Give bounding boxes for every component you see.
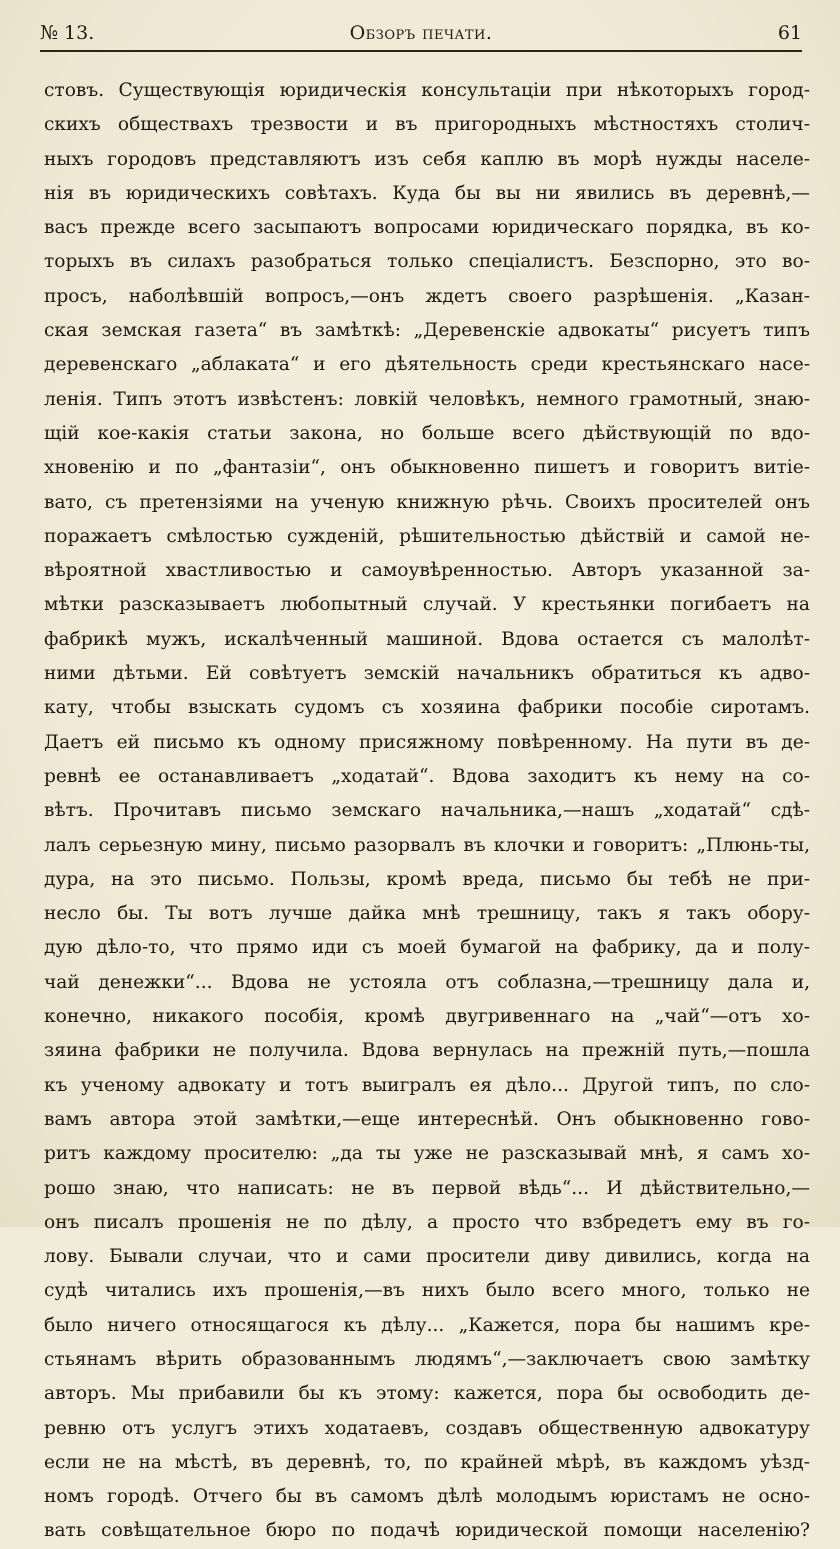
text-line: номъ городѣ. Отчего бы въ самомъ дѣлѣ молодымъ юристамъ не осно- [44,1486,810,1508]
text-line: авторъ. Мы прибавили бы къ этому: кажется, пора бы освободить де- [44,1383,810,1405]
text-line: хновенію и по „фантазіи“, онъ обыкновенно пишетъ и говоритъ витіе- [44,457,810,479]
text-line: ныхъ городовъ представляютъ изъ себя каплю въ морѣ нужды населе- [44,148,810,170]
issue-number: № 13. [40,22,95,44]
text-line: скихъ обществахъ трезвости и въ пригородныхъ мѣстностяхъ столич- [44,114,810,136]
text-line: судѣ читались ихъ прошенія,—въ нихъ было всего много, только не [44,1280,810,1302]
body-text [44,74,810,1549]
text-line: ними дѣтьми. Ей совѣтуетъ земскій начальникъ обратиться къ адво- [44,663,810,685]
text-line: вѣроятной хвастливостью и самоувѣренностью. Авторъ указанной за- [44,560,810,582]
text-line: лову. Бывали случаи, что и сами просители диву дивились, когда на [44,1246,810,1268]
text-line: дура, на это письмо. Пользы, кромѣ вреда, письмо бы тебѣ не при- [44,868,810,890]
running-title: Обзоръ печати. [349,22,493,44]
text-line: ская земская газета“ въ замѣткѣ: „Деревенскіе адвокаты“ рисуетъ типъ [44,320,810,342]
text-line: щій кое-какія статьи закона, но больше всего дѣйствующій по вдо- [44,422,810,444]
text-line: мѣтки разсказываетъ любопытный случай. У крестьянки погибаетъ на [44,594,810,616]
text-line: просъ, наболѣвшій вопросъ,—онъ ждетъ своего разрѣшенія. „Казан- [44,285,810,307]
text-line: поражаетъ смѣлостью сужденій, рѣшительностью дѣйствій и самой не- [44,525,810,547]
text-line: стовъ. Существующія юридическія консультаціи при нѣкоторыхъ город- [44,80,810,101]
text-line: васъ прежде всего засыпаютъ вопросами юридическаго порядка, въ ко- [44,217,810,239]
page-number: 61 [777,22,802,44]
text-line: вать совѣщательное бюро по подачѣ юридической помощи населенію? [44,1520,810,1542]
text-line: нія въ юридическихъ совѣтахъ. Куда бы вы ни явились въ деревнѣ,— [44,182,810,204]
text-line: ленія. Типъ этотъ извѣстенъ: ловкій человѣкъ, немного грамотный, знаю- [44,388,810,410]
text-line: вато, съ претензіями на ученую книжную рѣчь. Своихъ просителей онъ [44,491,810,513]
text-line: стьянамъ вѣрить образованнымъ людямъ“,—заключаетъ свою замѣтку [44,1348,810,1370]
text-line: ритъ каждому просителю: „да ты уже не разсказывай мнѣ, я самъ хо- [44,1143,810,1165]
text-line: ревню отъ услугъ этихъ ходатаевъ, создавъ общественную адвокатуру [44,1417,810,1439]
text-line: было ничего относящагося къ дѣлу... „Кажется, пора бы нашимъ кре- [44,1314,810,1336]
text-line: Даетъ ей письмо къ одному присяжному повѣренному. На пути въ де- [44,731,810,753]
text-line: къ ученому адвокату и тотъ выигралъ ея дѣло... Другой типъ, по сло- [44,1074,810,1096]
text-line: рошо знаю, что написать: не въ первой вѣдь“... И дѣйствительно,— [44,1177,810,1199]
text-line: торыхъ въ силахъ разобраться только спеціалистъ. Безспорно, это во- [44,251,810,273]
text-line: если не на мѣстѣ, въ деревнѣ, то, по крайней мѣрѣ, въ каждомъ уѣзд- [44,1451,810,1473]
text-line: чай денежки“... Вдова не устояла отъ соблазна,—трешницу дала и, [44,971,810,993]
text-line: деревенскаго „аблаката“ и его дѣятельность среди крестьянскаго насе- [44,354,810,376]
text-line: конечно, никакого пособія, кромѣ двугривеннаго на „чай“—отъ хо- [44,1006,810,1028]
text-line: онъ писалъ прошенія не по дѣлу, а просто что взбредетъ ему въ го- [44,1211,810,1233]
text-line: дую дѣло-то, что прямо иди съ моей бумагой на фабрику, да и полу- [44,937,810,959]
text-line: фабрикѣ мужъ, искалѣченный машиной. Вдова остается съ малолѣт- [44,628,810,650]
text-line: вѣтъ. Прочитавъ письмо земскаго начальника,—нашъ „ходатай“ сдѣ- [44,800,810,822]
text-line: лалъ серьезную мину, письмо разорвалъ въ клочки и говоритъ: „Плюнь-ты, [44,834,810,856]
text-line: вамъ автора этой замѣтки,—еще интереснѣй. Онъ обыкновенно гово- [44,1108,810,1130]
text-line: кату, чтобы взыскать судомъ съ хозяина фабрики пособіе сиротамъ. [44,697,810,719]
text-line: ревнѣ ее останавливаетъ „ходатай“. Вдова заходитъ къ нему на со- [44,765,810,787]
text-line: несло бы. Ты вотъ лучше дайка мнѣ трешницу, такъ я такъ обору- [44,903,810,925]
page-header [40,16,802,52]
text-line: зяина фабрики не получила. Вдова вернулась на прежній путь,—пошла [44,1040,810,1062]
